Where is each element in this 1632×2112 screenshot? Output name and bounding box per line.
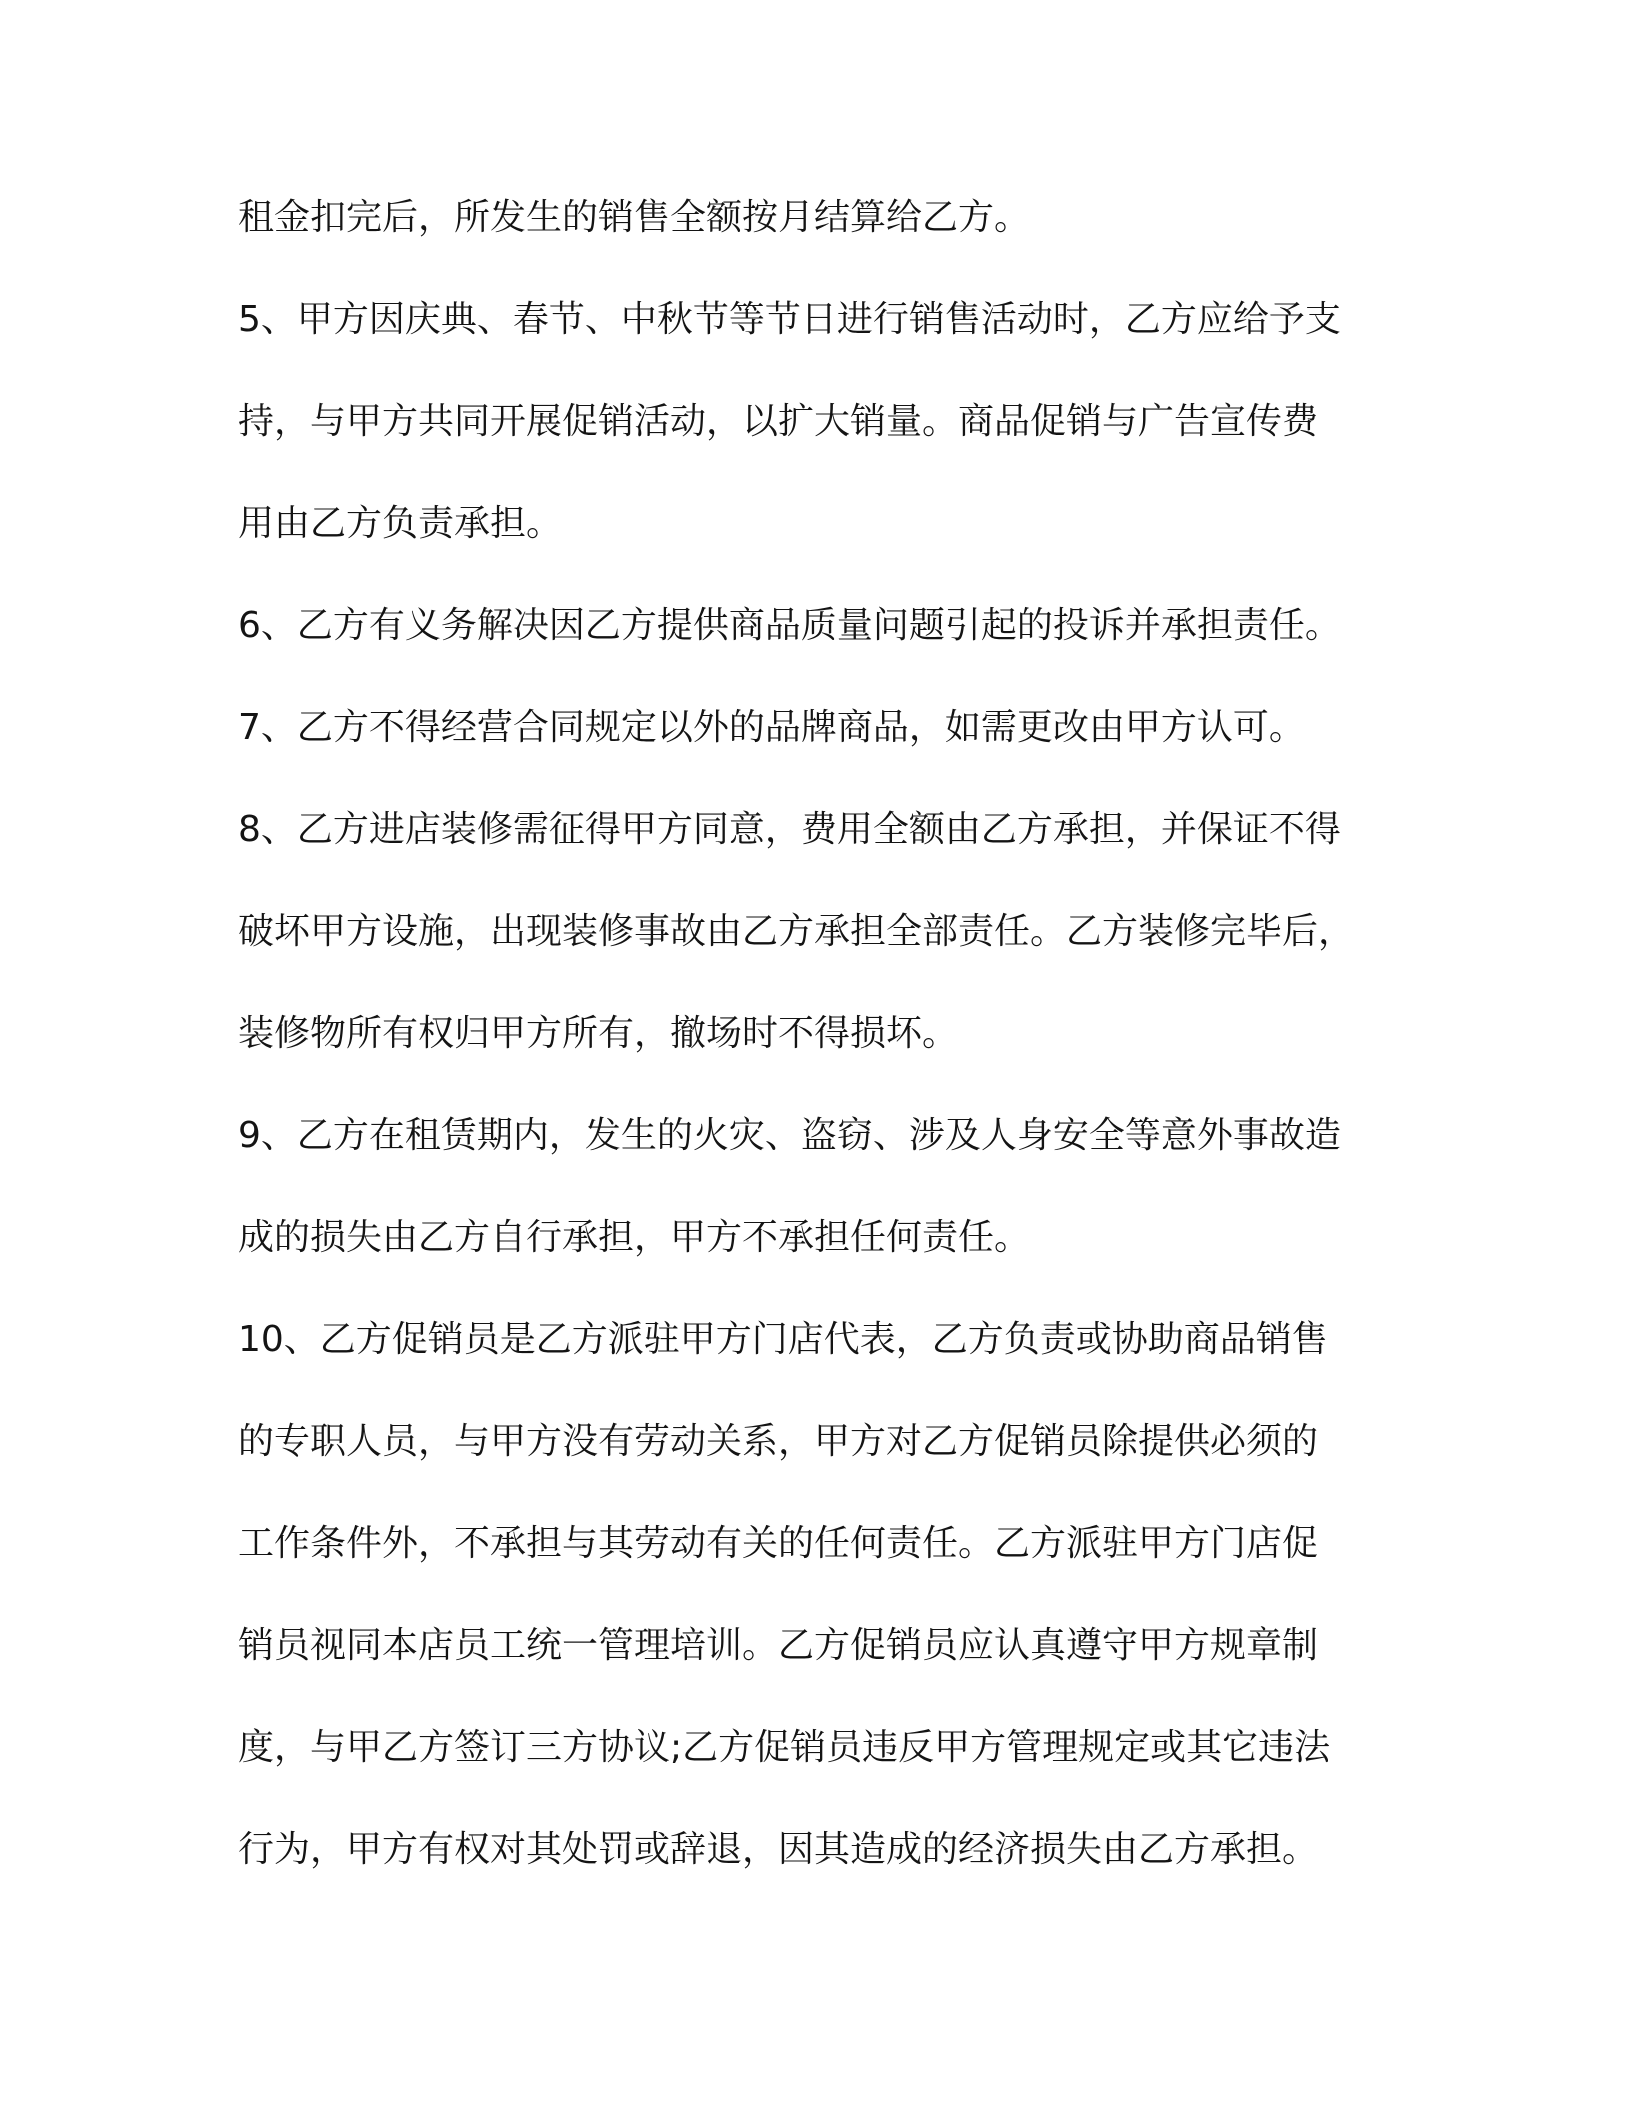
text-line: 销员视同本店员工统一管理培训。乙方促销员应认真遵守甲方规章制 [238, 1625, 1319, 1666]
text-line: 9、乙方在租赁期内，发生的火灾、盗窃、涉及人身安全等意外事故造 [238, 1115, 1341, 1156]
text-line: 8、乙方进店装修需征得甲方同意，费用全额由乙方承担，并保证不得 [238, 809, 1341, 850]
text-line: 的专职人员，与甲方没有劳动关系，甲方对乙方促销员除提供必须的 [238, 1421, 1319, 1462]
text-line: 6、乙方有义务解决因乙方提供商品质量问题引起的投诉并承担责任。 [238, 605, 1341, 646]
text-line: 装修物所有权归甲方所有，撤场时不得损坏。 [238, 1013, 959, 1054]
text-line: 用由乙方负责承担。 [238, 503, 563, 544]
text-line: 租金扣完后，所发生的销售全额按月结算给乙方。 [238, 197, 1031, 238]
text-line: 10、乙方促销员是乙方派驻甲方门店代表，乙方负责或协助商品销售 [238, 1319, 1328, 1360]
text-line: 工作条件外，不承担与其劳动有关的任何责任。乙方派驻甲方门店促 [238, 1523, 1319, 1564]
text-line: 行为，甲方有权对其处罚或辞退，因其造成的经济损失由乙方承担。 [238, 1829, 1319, 1870]
text-line: 7、乙方不得经营合同规定以外的品牌商品，如需更改由甲方认可。 [238, 707, 1305, 748]
text-line: 持，与甲方共同开展促销活动，以扩大销量。商品促销与广告宣传费 [238, 401, 1319, 442]
text-line: 破坏甲方设施，出现装修事故由乙方承担全部责任。乙方装修完毕后， [238, 911, 1355, 952]
text-line: 5、甲方因庆典、春节、中秋节等节日进行销售活动时，乙方应给予支 [238, 299, 1341, 340]
text-line: 度，与甲乙方签订三方协议;乙方促销员违反甲方管理规定或其它违法 [238, 1727, 1331, 1768]
text-line: 成的损失由乙方自行承担，甲方不承担任何责任。 [238, 1217, 1031, 1258]
document-body [238, 183, 1398, 1917]
